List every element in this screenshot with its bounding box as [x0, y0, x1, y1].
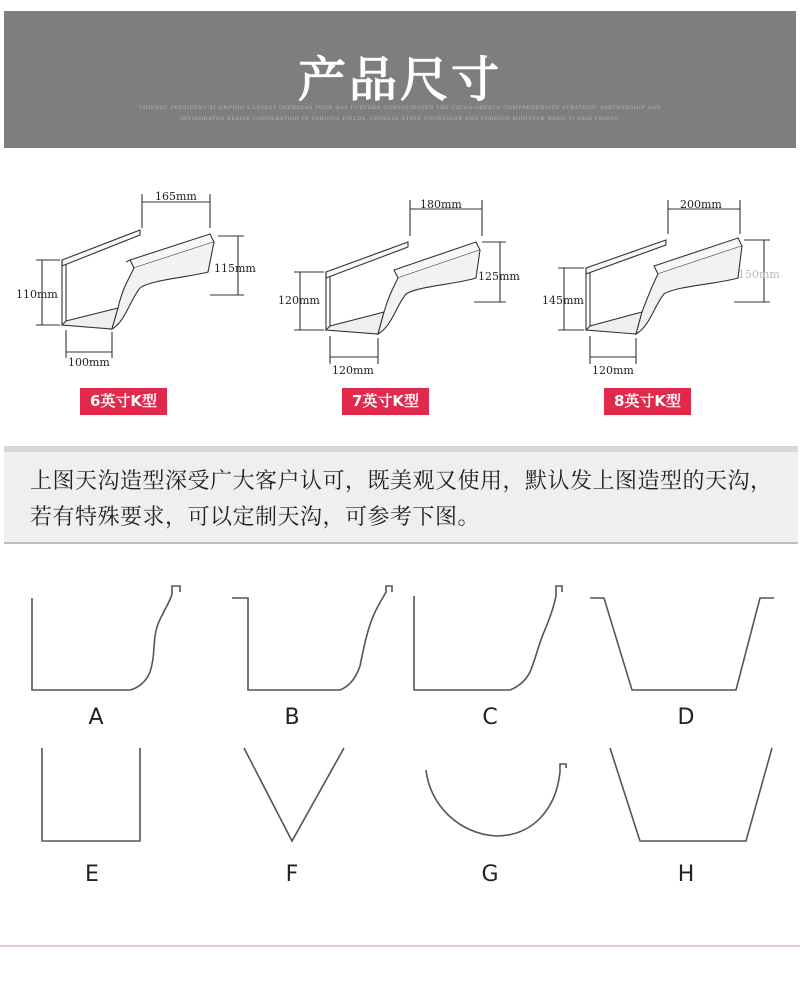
shape-letter-c: C — [482, 705, 498, 730]
dim-top-width-7: 180mm — [420, 198, 462, 211]
shape-letter-g: G — [481, 862, 499, 887]
description-text: 上图天沟造型深受广大客户认可，既美观又使用，默认发上图造型的天沟，若有特殊要求，可以定制天沟，可参考下图。 — [30, 469, 773, 530]
shape-letter-h: H — [677, 862, 695, 887]
dim-top-width-6: 165mm — [155, 190, 197, 203]
dim-back-height-6: 110mm — [16, 288, 58, 301]
shape-g — [420, 756, 570, 846]
shape-c — [412, 582, 572, 694]
shape-letter-b: B — [284, 705, 300, 730]
shape-e — [38, 744, 148, 844]
gutter-label-8inch: 8英寸K型 — [604, 388, 691, 415]
shape-d — [588, 590, 778, 694]
shape-a — [30, 582, 190, 694]
dim-back-height-8: 145mm — [542, 294, 584, 307]
gutter-diagram-8inch — [540, 180, 800, 380]
shape-letter-f: F — [285, 862, 299, 887]
dim-back-height-7: 120mm — [278, 294, 320, 307]
gutter-label-6inch: 6英寸K型 — [80, 388, 167, 415]
gutter-diagram-7inch — [270, 180, 540, 380]
shape-h — [606, 744, 776, 844]
bottom-divider — [0, 945, 800, 947]
header-subtitle: CHINESE PRESIDENT XI JINPING'S LATEST OVERSEAS TOUR HAS FURTHER CONSOLIDATED THE CHINA-GREECE COMPREHENSIVE STRATEGIC PARTNERSHIP AND INVIGORATED BESIDE COOPERATION IN VARIOUS FIELDS, CHINESE STATE COUNCILOR AND FOREIGN MINISTER WANG YI SAID FRIDAY. — [138, 105, 662, 122]
description-band — [4, 446, 798, 544]
gutter-label-7inch: 7英寸K型 — [342, 388, 429, 415]
dim-bottom-width-7: 120mm — [332, 364, 374, 377]
dim-top-width-8: 200mm — [680, 198, 722, 211]
dim-bottom-width-6: 100mm — [68, 356, 110, 369]
shape-letter-d: D — [677, 705, 695, 730]
page-title: 产品尺寸 — [297, 52, 502, 108]
dim-bottom-width-8: 120mm — [592, 364, 634, 377]
shape-letter-a: A — [88, 705, 104, 730]
shape-letter-e: E — [85, 862, 99, 887]
gutter-diagram-6inch — [0, 180, 270, 380]
shape-b — [230, 582, 400, 694]
dim-front-height-8: 150mm — [738, 268, 780, 281]
header-banner — [4, 11, 796, 148]
dim-front-height-6: 115mm — [214, 262, 256, 275]
dim-front-height-7: 125mm — [478, 270, 520, 283]
shape-f — [240, 744, 350, 844]
